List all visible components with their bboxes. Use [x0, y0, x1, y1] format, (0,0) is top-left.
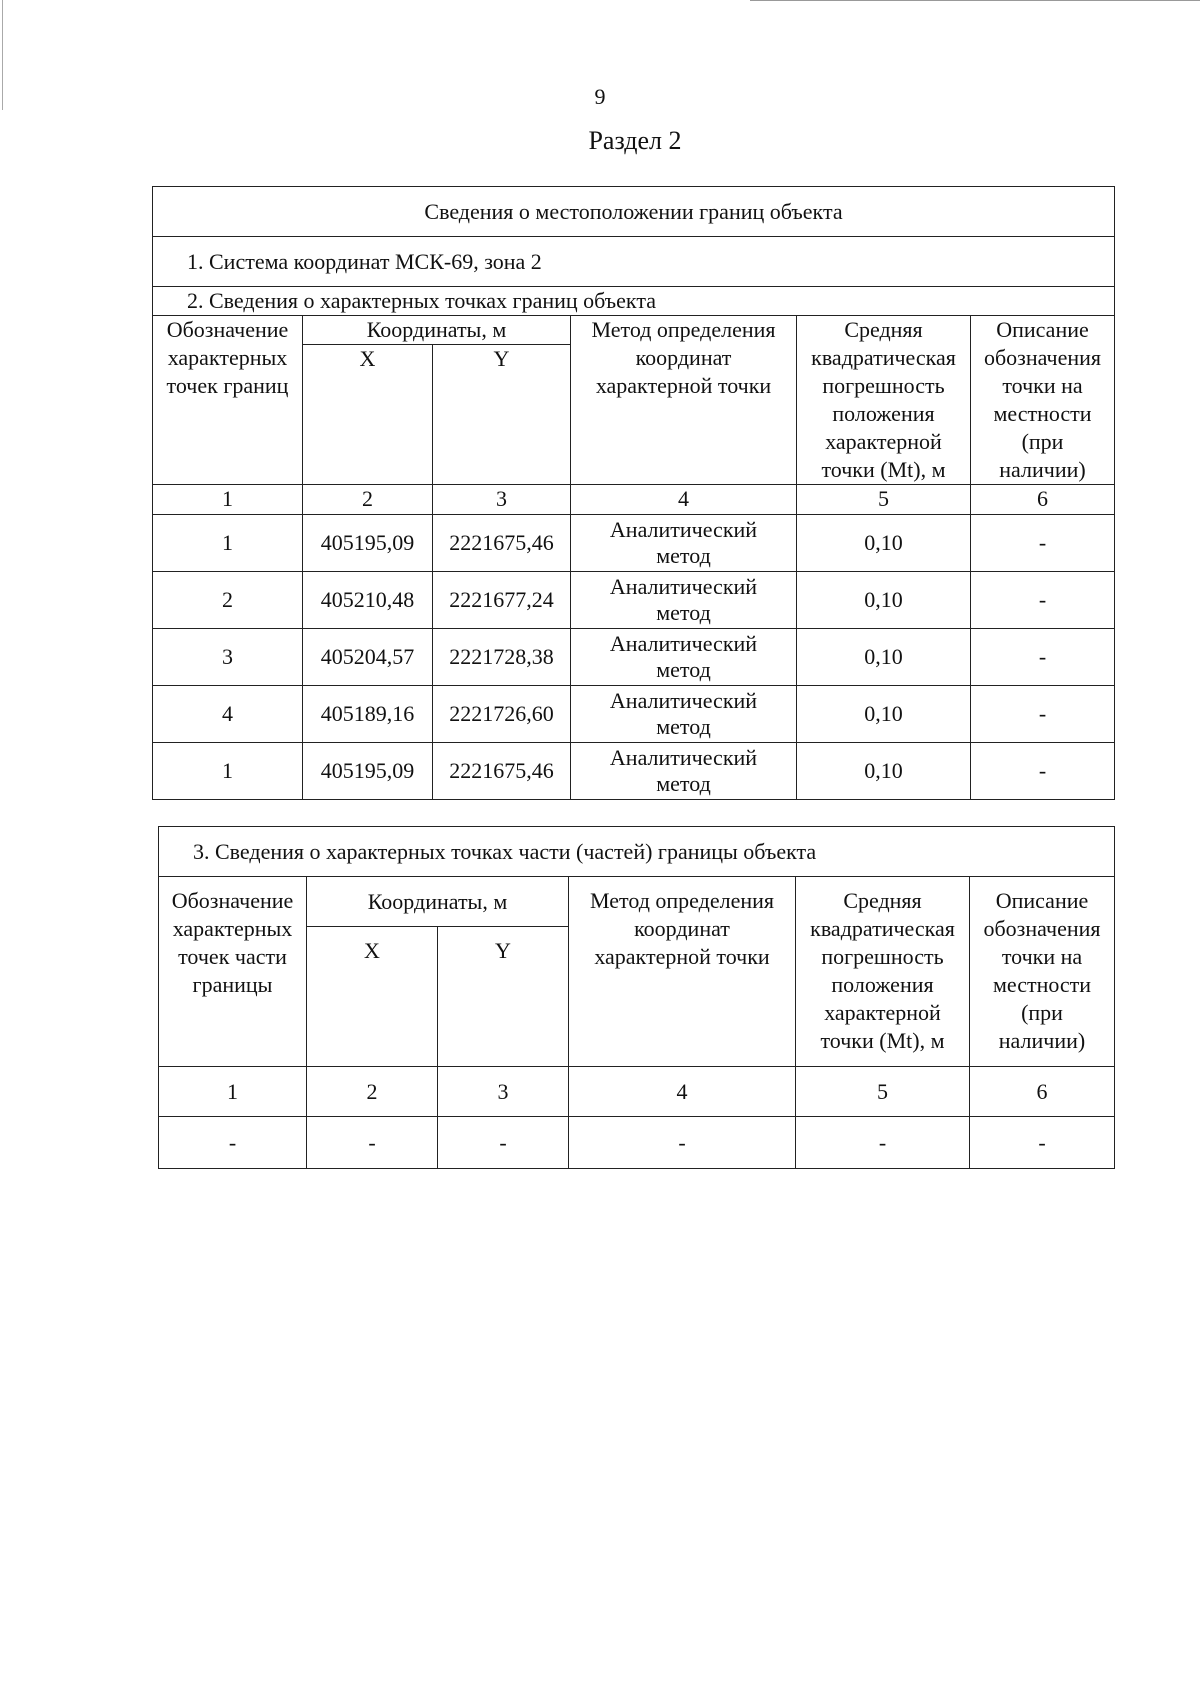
header-error: Средняя квадратическая погрешность положения характерной точки (Mt), м — [796, 877, 970, 1067]
header-x: X — [303, 345, 433, 485]
cell-method: Аналитический метод — [571, 743, 797, 800]
cell-y: 2221726,60 — [433, 686, 571, 743]
cell-y: 2221728,38 — [433, 629, 571, 686]
cell-x: 405204,57 — [303, 629, 433, 686]
column-number: 6 — [971, 485, 1115, 515]
cell-point: 2 — [153, 572, 303, 629]
header-y: Y — [438, 927, 569, 1067]
cell-error: - — [796, 1117, 970, 1169]
cell-x: 405210,48 — [303, 572, 433, 629]
header-designation: Обозначение характерных точек части границы — [159, 877, 307, 1067]
cell-point: 1 — [153, 743, 303, 800]
cell-method: Аналитический метод — [571, 572, 797, 629]
cell-error: 0,10 — [797, 629, 971, 686]
column-number: 2 — [303, 485, 433, 515]
cell-description: - — [971, 629, 1115, 686]
cell-x: 405195,09 — [303, 515, 433, 572]
cell-point: 1 — [153, 515, 303, 572]
header-error: Средняя квадратическая погрешность положения характерной точки (Mt), м — [797, 316, 971, 485]
column-number: 2 — [307, 1067, 438, 1117]
page-number: 9 — [594, 84, 606, 109]
cell-error: 0,10 — [797, 572, 971, 629]
column-number: 3 — [438, 1067, 569, 1117]
table-subtitle: 2. Сведения о характерных точках границ объекта — [153, 287, 1115, 316]
table-row — [153, 515, 1115, 572]
cell-method: - — [569, 1117, 796, 1169]
column-number: 1 — [153, 485, 303, 515]
cell-y: 2221675,46 — [433, 515, 571, 572]
column-number: 5 — [796, 1067, 970, 1117]
cell-method: Аналитический метод — [571, 629, 797, 686]
cell-point: 3 — [153, 629, 303, 686]
column-number: 6 — [970, 1067, 1115, 1117]
column-number: 5 — [797, 485, 971, 515]
cell-y: 2221677,24 — [433, 572, 571, 629]
column-number: 4 — [571, 485, 797, 515]
column-number: 3 — [433, 485, 571, 515]
header-description: Описание обозначения точки на местности (при наличии) — [971, 316, 1115, 485]
column-numbers-row — [159, 1067, 1115, 1117]
table-row — [153, 686, 1115, 743]
header-designation: Обозначение характерных точек границ — [153, 316, 303, 485]
table-row — [159, 1117, 1115, 1169]
table-title: 3. Сведения о характерных точках части (частей) границы объекта — [159, 827, 1115, 877]
column-number: 4 — [569, 1067, 796, 1117]
cell-description: - — [970, 1117, 1115, 1169]
cell-error: 0,10 — [797, 515, 971, 572]
cell-error: 0,10 — [797, 743, 971, 800]
header-y: Y — [433, 345, 571, 485]
cell-point: - — [159, 1117, 307, 1169]
table-row — [153, 743, 1115, 800]
column-number: 1 — [159, 1067, 307, 1117]
boundary-points-table — [152, 186, 1115, 800]
header-description: Описание обозначения точки на местности (при наличии) — [970, 877, 1115, 1067]
cell-description: - — [971, 572, 1115, 629]
header-method: Метод определения координат характерной точки — [569, 877, 796, 1067]
section-title: Раздел 2 — [588, 126, 682, 155]
header-coordinates: Координаты, м — [303, 316, 571, 345]
cell-x: 405195,09 — [303, 743, 433, 800]
header-x: X — [307, 927, 438, 1067]
table-row — [153, 572, 1115, 629]
cell-description: - — [971, 743, 1115, 800]
cell-method: Аналитический метод — [571, 515, 797, 572]
cell-y: - — [438, 1117, 569, 1169]
cell-description: - — [971, 515, 1115, 572]
table-row — [153, 629, 1115, 686]
cell-description: - — [971, 686, 1115, 743]
table-title: Сведения о местоположении границ объекта — [153, 187, 1115, 237]
cell-point: 4 — [153, 686, 303, 743]
cell-error: 0,10 — [797, 686, 971, 743]
column-numbers-row — [153, 485, 1115, 515]
boundary-part-points-table — [158, 826, 1115, 1169]
cell-x: 405189,16 — [303, 686, 433, 743]
header-method: Метод определения координат характерной точки — [571, 316, 797, 485]
cell-method: Аналитический метод — [571, 686, 797, 743]
header-coordinates: Координаты, м — [307, 877, 569, 927]
cell-x: - — [307, 1117, 438, 1169]
scan-edge-line — [750, 0, 1200, 1]
coordinate-system: 1. Система координат МСК-69, зона 2 — [153, 237, 1115, 287]
cell-y: 2221675,46 — [433, 743, 571, 800]
